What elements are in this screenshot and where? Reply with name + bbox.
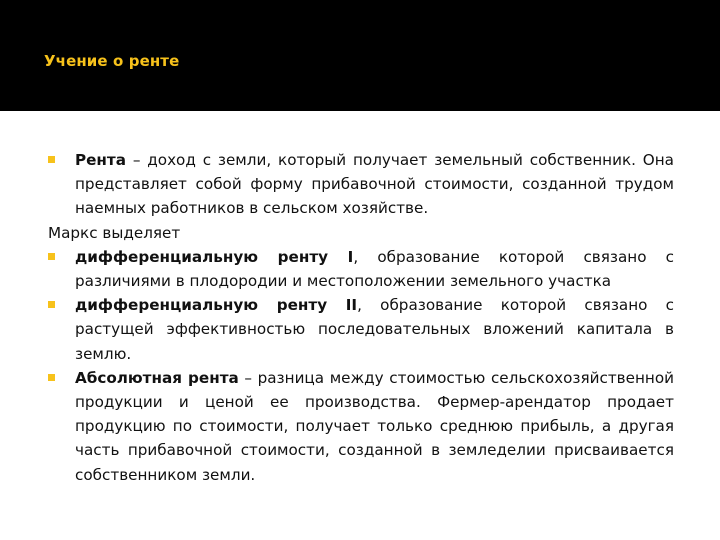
term-absolute-rent: Абсолютная рента [75,368,239,387]
bullet-square-icon [48,156,55,163]
term-rent: Рента [75,151,126,169]
slide-content [48,148,674,487]
term-differential-rent-2: дифференциальную ренту II [75,296,358,315]
paragraph-rent-definition [48,148,674,221]
bullet-square-icon [48,374,55,381]
bullet-square-icon [48,253,55,260]
paragraph-text: , образование которой связано с различиями в плодородии и местоположении земельного участка [75,247,675,291]
paragraph-absolute-rent [48,366,674,487]
title-bar [0,0,720,111]
bullet-square-icon [48,301,55,308]
slide-title: Учение о ренте [44,52,180,70]
paragraph-text: Маркс выделяет [48,223,181,242]
term-differential-rent-1: дифференциальную ренту I [75,247,354,266]
paragraph-differential-rent-2 [48,293,674,366]
paragraph-text: , образование которой связано с растущей эффективностью последовательных вложений капитала в землю. [75,296,674,363]
paragraph-text: – доход с земли, который получает земельный собственник. Она представляет собой форму прибавочной стоимости, созданной трудом наемных работников в сельском хозяйстве. [75,151,674,218]
paragraph-differential-rent-1 [48,245,674,293]
paragraph-text: – разница между стоимостью сельскохозяйственной продукции и ценой ее производства. Фермер-арендатор продает продукцию по стоимости, получает только среднюю прибыль, а другая часть прибавочной стоимости, созданной в земледелии присваивается собственником земли. [75,368,674,484]
paragraph-marx-intro [48,221,674,245]
